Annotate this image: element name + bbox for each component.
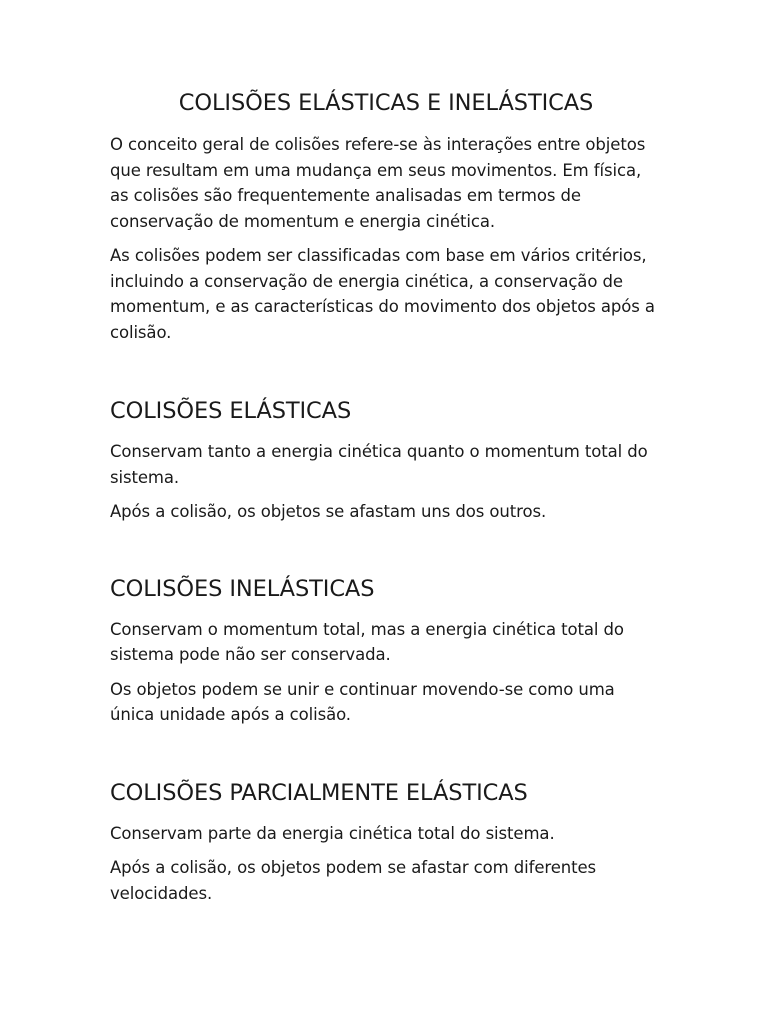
section-inelastic-collisions bbox=[110, 574, 662, 728]
intro-paragraph: O conceito geral de colisões refere-se às interações entre objetos que resultam em uma mudança em seus movimentos. Em física, as colisões são frequentemente analisadas em termos de conservação de momentum e energia cinética. bbox=[110, 135, 646, 231]
intro-paragraph: As colisões podem ser classificadas com base em vários critérios, incluindo a conservação de energia cinética, a conservação de momentum, e as características do movimento dos objetos após a colisão. bbox=[110, 246, 655, 342]
intro-block bbox=[110, 132, 662, 345]
section-paragraph: Após a colisão, os objetos podem se afastar com diferentes velocidades. bbox=[110, 858, 597, 903]
section-elastic-collisions bbox=[110, 396, 662, 525]
section-heading: COLISÕES PARCIALMENTE ELÁSTICAS bbox=[110, 779, 528, 806]
section-paragraph: Conservam o momentum total, mas a energia cinética total do sistema pode não ser conservada. bbox=[110, 619, 624, 664]
section-paragraph: Após a colisão, os objetos se afastam uns dos outros. bbox=[110, 502, 547, 521]
section-heading: COLISÕES ELÁSTICAS bbox=[110, 398, 352, 424]
document-title: COLISÕES ELÁSTICAS E INELÁSTICAS bbox=[178, 90, 594, 116]
section-paragraph: Os objetos podem se unir e continuar movendo-se como uma única unidade após a colisão. bbox=[110, 679, 615, 724]
section-heading: COLISÕES INELÁSTICAS bbox=[110, 575, 375, 602]
section-paragraph: Conservam parte da energia cinética total do sistema. bbox=[110, 823, 555, 843]
section-partially-elastic-collisions bbox=[110, 778, 662, 907]
section-paragraph: Conservam tanto a energia cinética quanto o momentum total do sistema. bbox=[110, 442, 648, 487]
